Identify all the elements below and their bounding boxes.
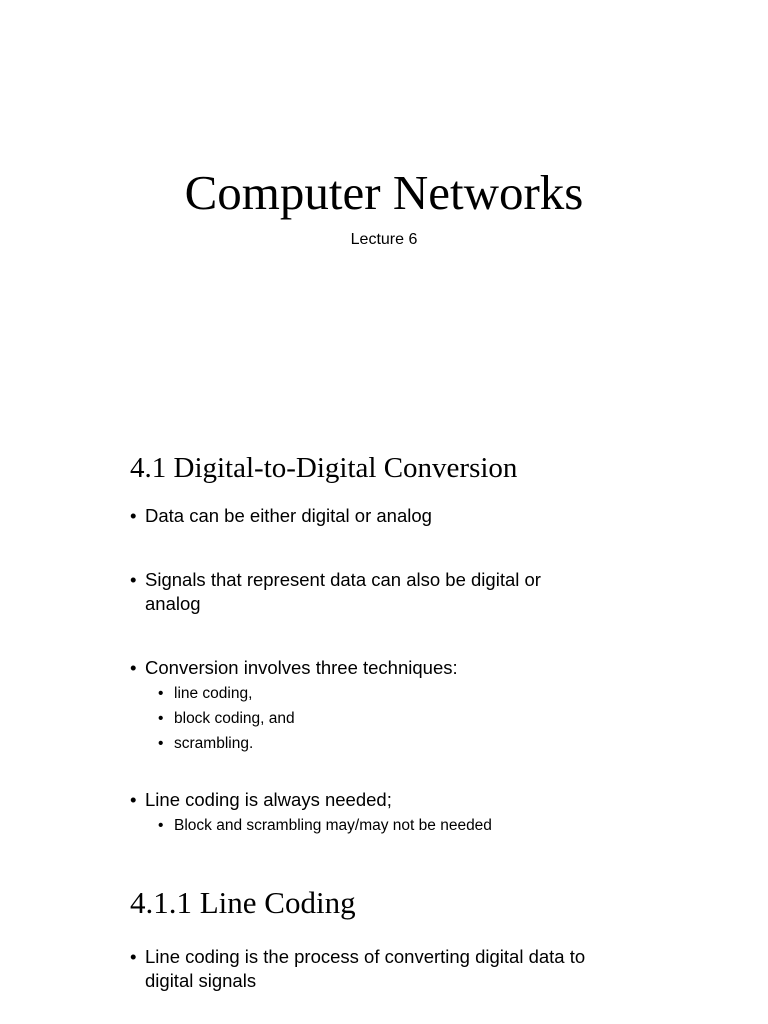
bullet-icon: •: [130, 505, 137, 526]
bullet-icon: •: [158, 817, 164, 834]
bullet-text-continued: digital signals: [145, 970, 257, 991]
bullet-text: Conversion involves three techniques:: [145, 657, 458, 678]
bullet-icon: •: [130, 789, 137, 810]
bullet-icon: •: [158, 710, 164, 727]
bullet-icon: •: [158, 685, 164, 702]
bullet-text-continued: analog: [145, 593, 201, 614]
bullet-text: Line coding is always needed;: [145, 789, 392, 810]
bullet-text: Line coding is the process of converting digital data to: [145, 946, 586, 967]
bullet-text: Signals that represent data can also be digital or: [145, 569, 541, 590]
sub-bullet-text: scrambling.: [174, 735, 254, 752]
section-heading: 4.1 Digital-to-Digital Conversion: [130, 452, 518, 484]
bullet-icon: •: [130, 946, 137, 967]
bullet-icon: •: [158, 735, 164, 752]
sub-bullet-text: block coding, and: [174, 710, 295, 727]
bullet-icon: •: [130, 569, 137, 590]
slide-title: Computer Networks: [184, 165, 584, 220]
section-heading: 4.1.1 Line Coding: [130, 885, 356, 920]
bullet-text: Data can be either digital or analog: [145, 505, 432, 526]
sub-bullet-text: line coding,: [174, 685, 253, 702]
sub-bullet-text: Block and scrambling may/may not be needed: [174, 817, 492, 834]
slide-subtitle: Lecture 6: [350, 231, 418, 248]
bullet-icon: •: [130, 657, 137, 678]
